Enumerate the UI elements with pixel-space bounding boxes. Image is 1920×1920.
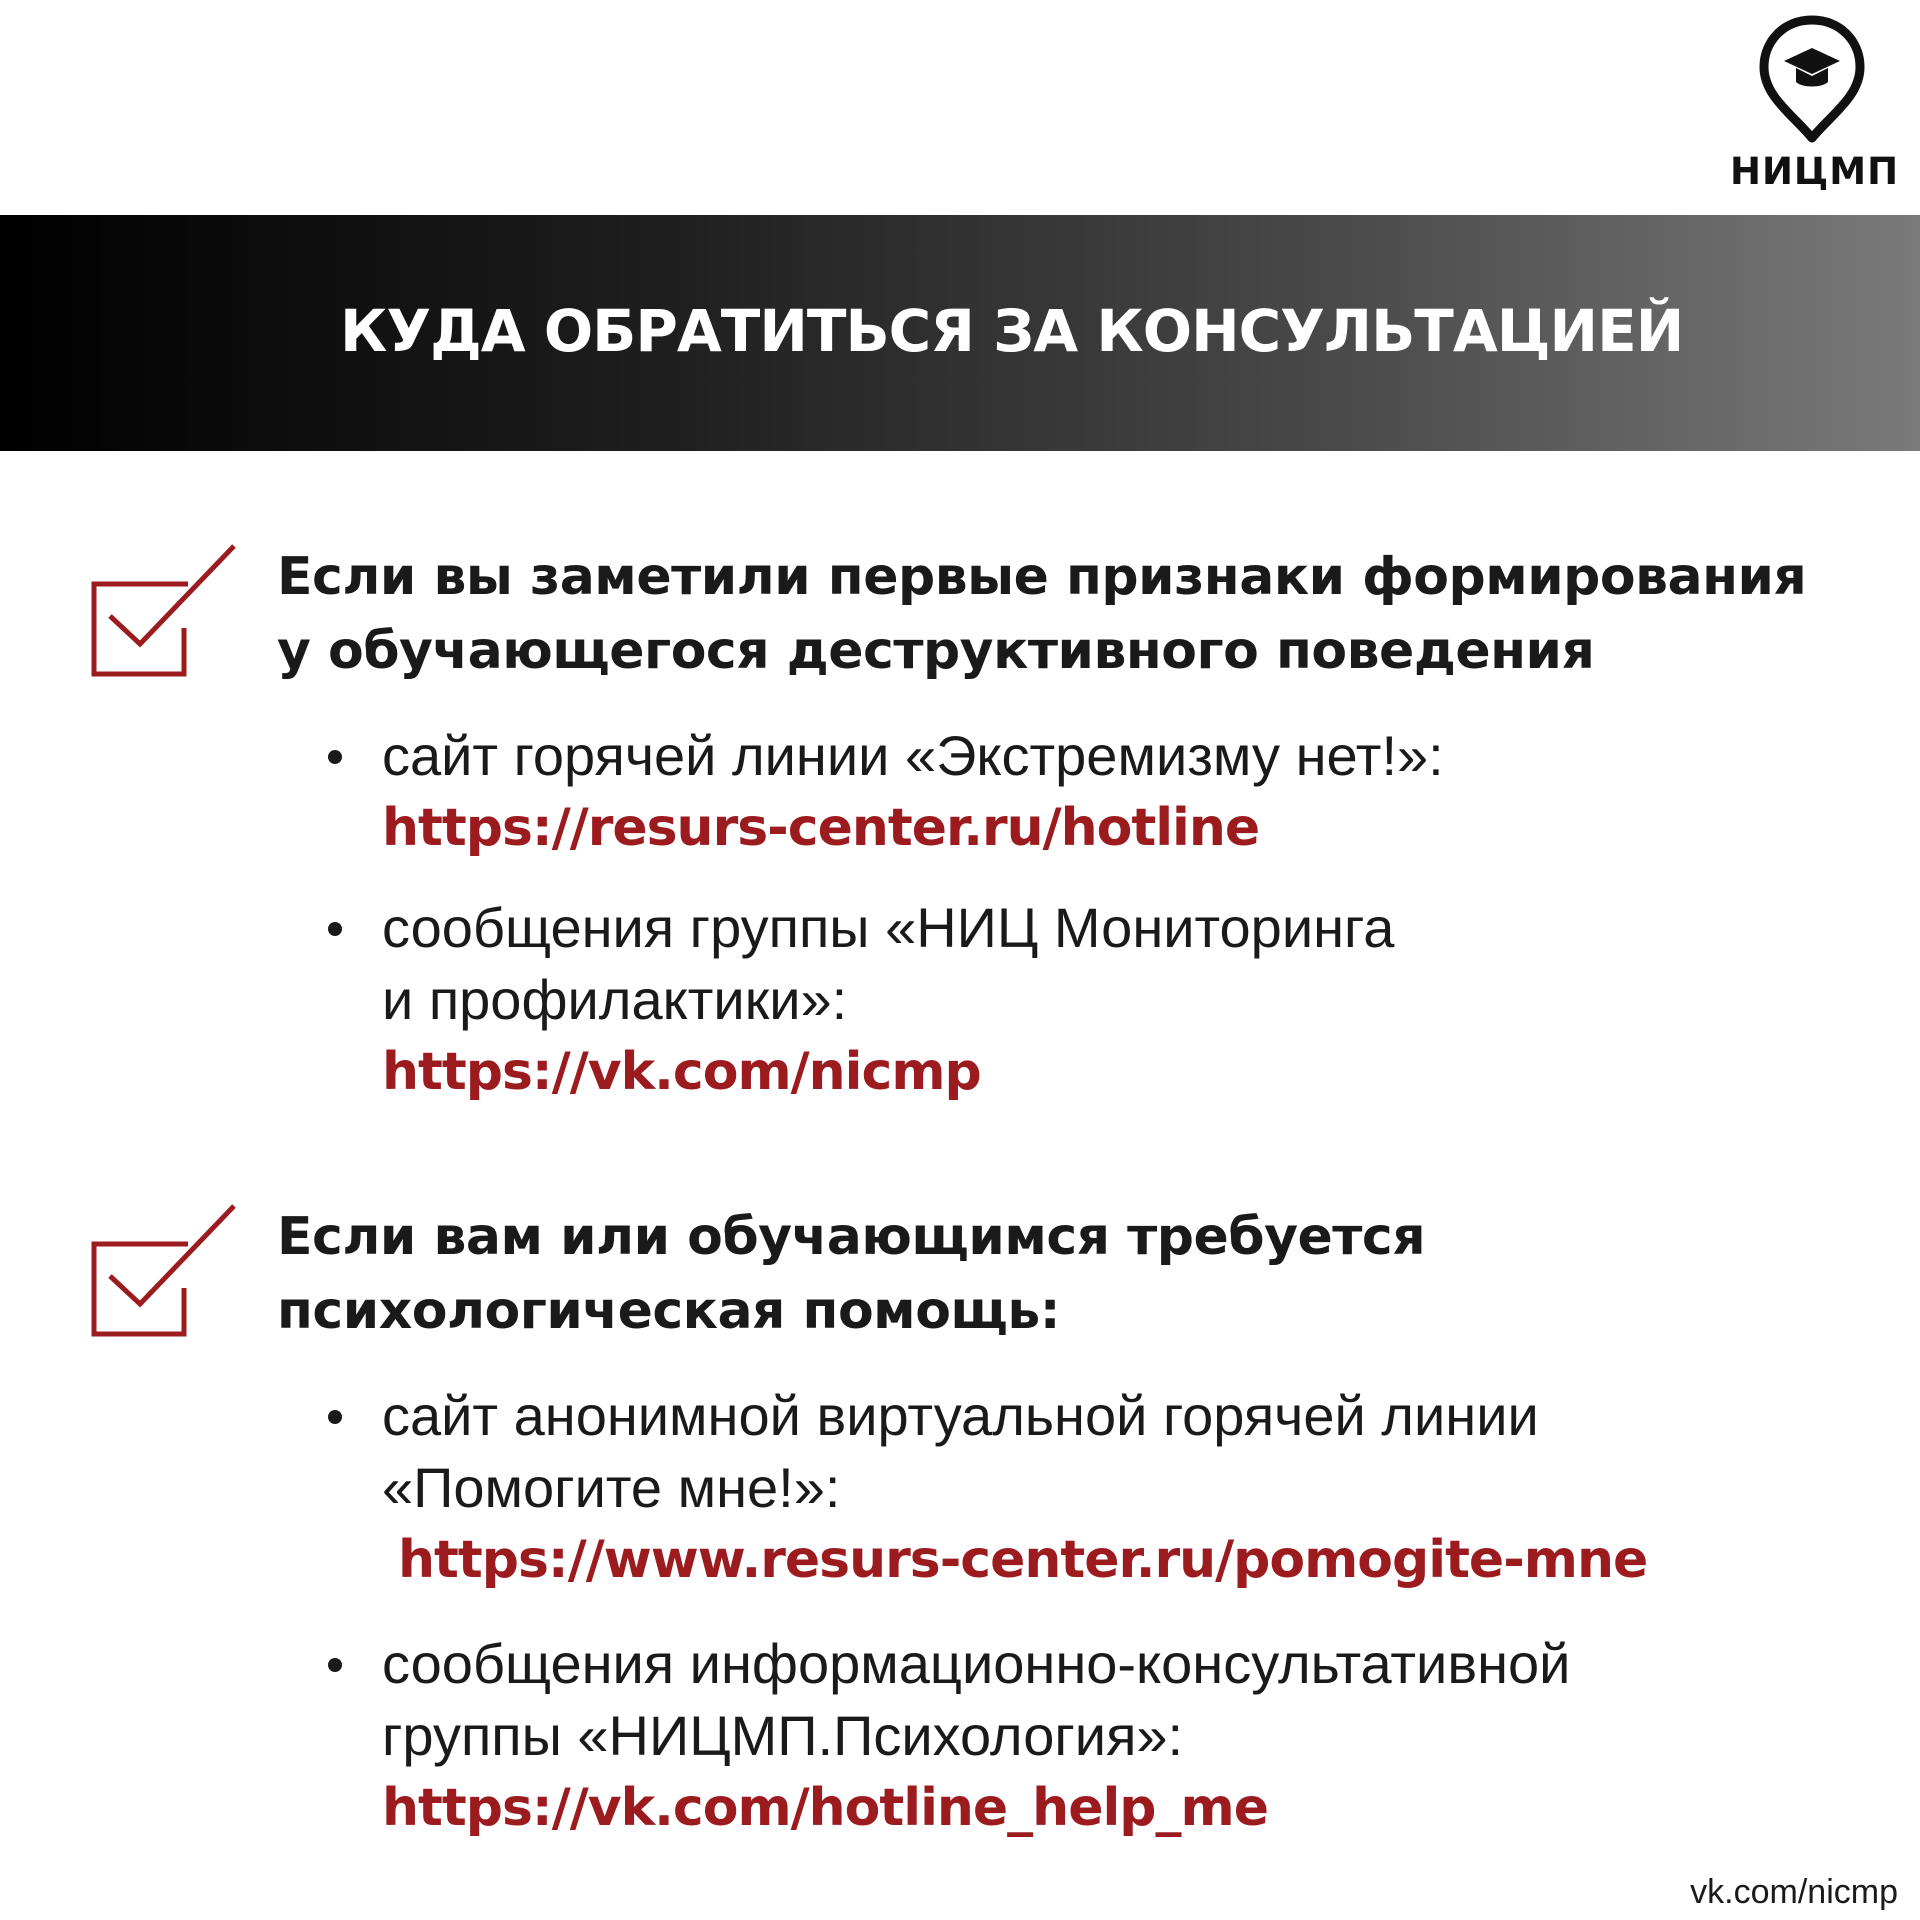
footer-vk-link[interactable]: vk.com/nicmp [1690, 1873, 1898, 1911]
heading-line: психологическая помощь: [277, 1281, 1061, 1341]
heading-line: Если вы заметили первые признаки формирования [277, 547, 1807, 607]
vk-nicmp-link[interactable]: https://vk.com/nicmp [382, 1042, 981, 1102]
checkbox-icon [88, 1200, 238, 1340]
section-heading [277, 1200, 1837, 1348]
heading-line: у обучающегося деструктивного поведения [277, 621, 1595, 681]
vk-hotline-help-me-link[interactable]: https://vk.com/hotline_help_me [382, 1778, 1268, 1838]
item-text: и профилактики»: [382, 968, 848, 1031]
checkbox-icon [88, 540, 238, 680]
item-text: сообщения информационно-консультативной [382, 1632, 1571, 1695]
hotline-link[interactable]: https://resurs-center.ru/hotline [382, 798, 1260, 858]
item-text: сообщения группы «НИЦ Мониторинга [382, 896, 1395, 959]
item-text: «Помогите мне!»: [382, 1456, 841, 1519]
bullet [328, 922, 342, 936]
bullet [328, 1410, 342, 1424]
graduation-cap-pin-icon [1756, 14, 1868, 144]
item-text: сайт анонимной виртуальной горячей линии [382, 1384, 1539, 1447]
pomogite-mne-link[interactable]: https://www.resurs-center.ru/pomogite-mne [398, 1530, 1648, 1590]
bullet [328, 750, 342, 764]
heading-line: Если вам или обучающимся требуется [277, 1207, 1426, 1267]
section-heading [277, 540, 1837, 688]
item-text: группы «НИЦМП.Психология»: [382, 1704, 1184, 1767]
bullet [328, 1658, 342, 1672]
title-banner [0, 215, 1920, 451]
item-text: сайт горячей линии «Экстремизму нет!»: [382, 724, 1444, 787]
logo [1730, 14, 1900, 194]
logo-text: НИЦМП [1730, 150, 1900, 193]
page-title: КУДА ОБРАТИТЬСЯ ЗА КОНСУЛЬТАЦИЕЙ [340, 297, 1684, 365]
